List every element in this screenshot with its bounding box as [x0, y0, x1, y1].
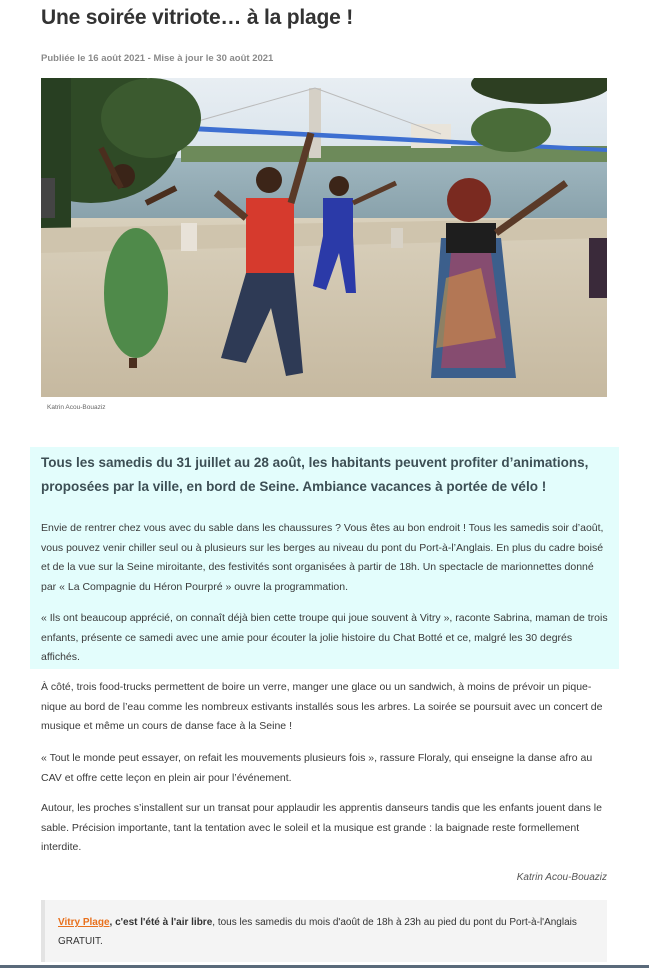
- article-paragraph: « Tout le monde peut essayer, on refait les mouvements plusieurs fois », rassure Floraly, qui enseigne la danse afro au CAV et offre cette leçon en plein air pour l’événement.: [41, 752, 593, 784]
- article-paragraph: « Ils ont beaucoup apprécié, on connaît déjà bien cette troupe qui joue souvent à Vitry », raconte Sabrina, maman de trois enfants, présente ce samedi avec une amie pour écouter la jolie histoire du Chat Botté et ce, malgré les 30 degrés affichés.: [41, 612, 608, 663]
- info-box-bold: , c'est l'été à l'air libre: [109, 917, 213, 928]
- photo-credit: Katrin Acou-Bouaziz: [47, 404, 106, 411]
- article-paragraph: À côté, trois food-trucks permettent de boire un verre, manger une glace ou un sandwich, à moins de prévoir un pique-nique au bord de l’eau comme les nombreux estivants installés sous les arbres. La soirée se poursuit avec un concert de musique et même un cours de danse face à la Seine !: [41, 681, 603, 732]
- article-photo: [41, 78, 607, 397]
- info-box: [41, 900, 607, 962]
- article-paragraph: Envie de rentrer chez vous avec du sable dans les chaussures ? Vous êtes au bon endroit ! Tous les samedis soir d’août, vous pouvez venir chiller seul ou à plusieurs sur les berges au niveau du pont du Port-à-l’Anglais. En plus du cadre boisé et de la vue sur la Seine miroitante, des festivités sont organisées à partir de 18h. Un spectacle de marionnettes donné par « La Compagnie du Héron Pourpré » ouvre la programmation.: [41, 522, 604, 593]
- info-box-text: [58, 913, 588, 951]
- article-title: Une soirée vitriote… à la plage !: [41, 6, 353, 29]
- article-lead: Tous les samedis du 31 juillet au 28 août, les habitants peuvent profiter d’animations, proposées par la ville, en bord de Seine. Ambiance vacances à portée de vélo !: [41, 455, 589, 494]
- info-box-detail: , tous les samedis du mois d'août de 18h à 23h au pied du pont du Port-à-l'Anglais GRATUIT.: [58, 917, 577, 947]
- vitry-plage-link[interactable]: Vitry Plage: [58, 917, 110, 928]
- article-author: Katrin Acou-Bouaziz: [516, 872, 607, 883]
- article-paragraph: Autour, les proches s’installent sur un transat pour applaudir les apprentis danseurs tandis que les enfants jouent dans le sable. Précision importante, tant la tentation avec le soleil et la musique est grande : la baignade reste formellement interdite.: [41, 802, 602, 853]
- publication-date: Publiée le 16 août 2021 - Mise à jour le 30 août 2021: [41, 53, 274, 64]
